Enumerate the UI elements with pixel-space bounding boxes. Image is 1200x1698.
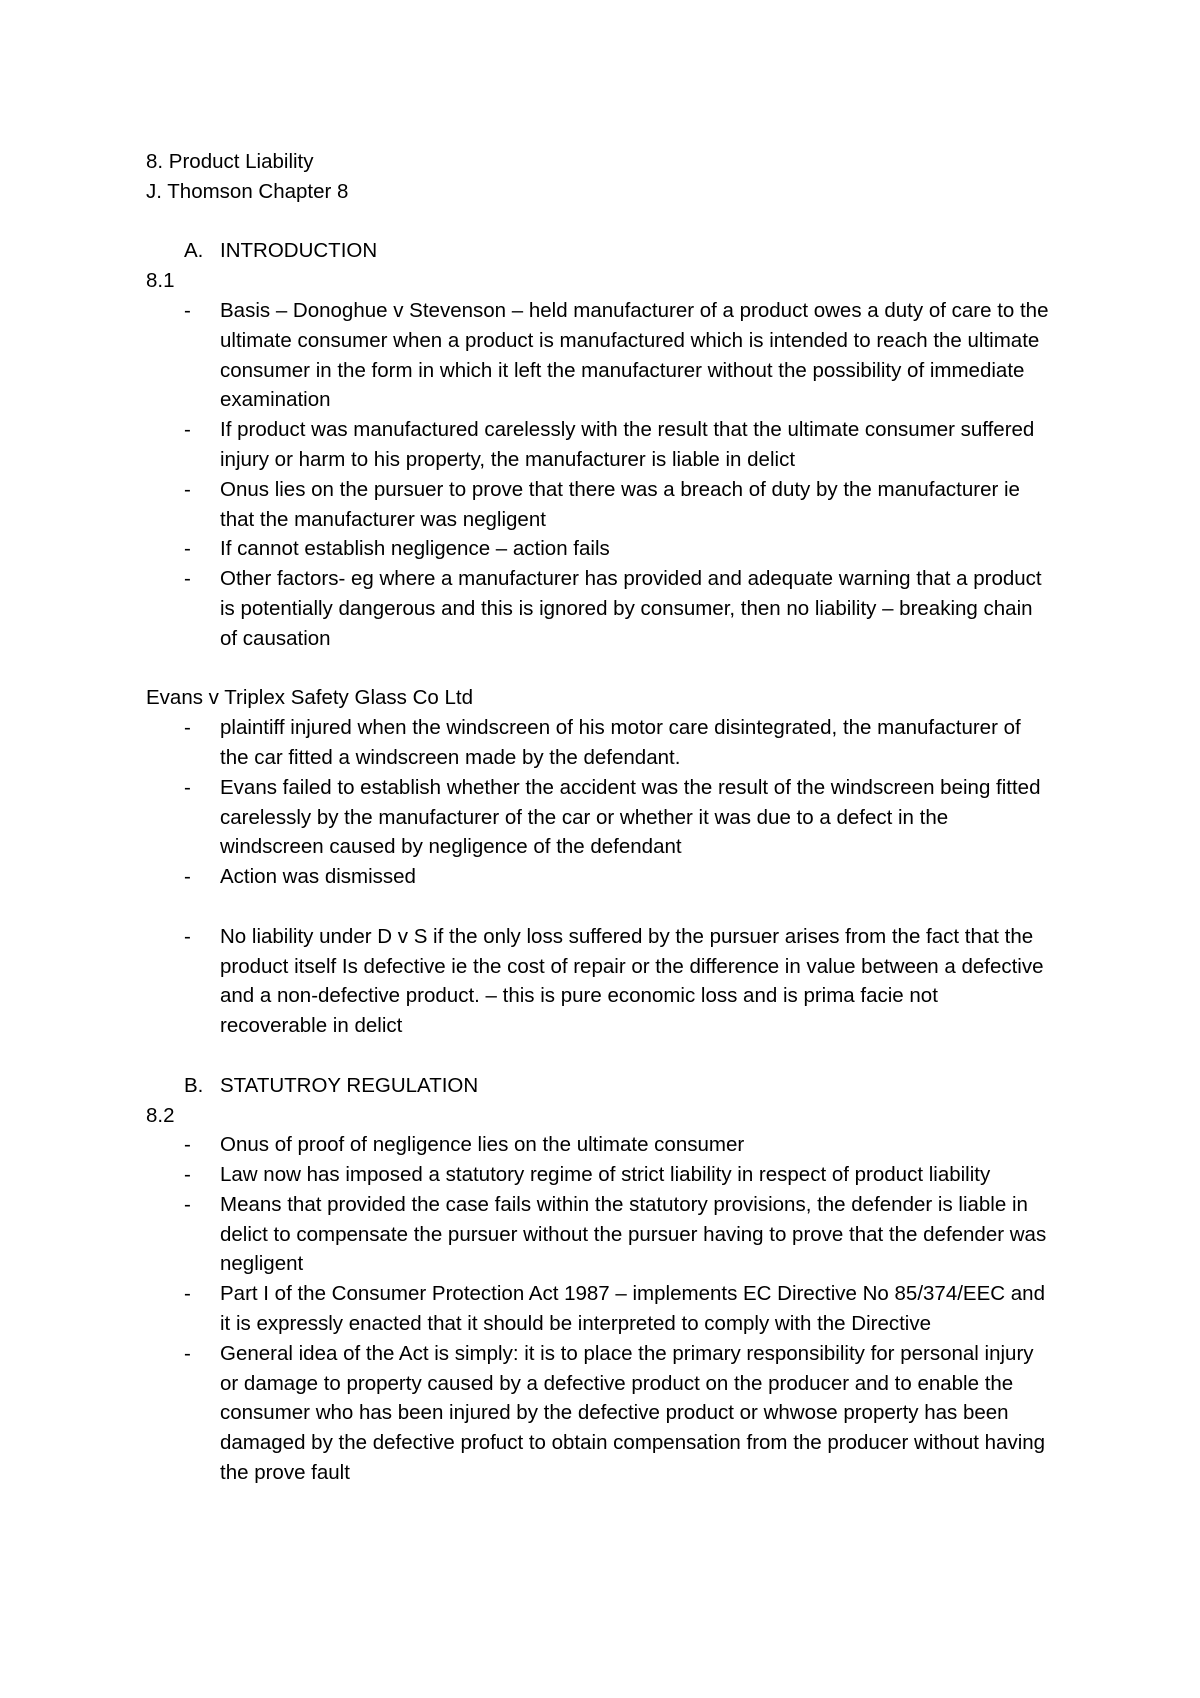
list-item [146, 922, 1050, 1041]
dash-bullet: - [184, 1282, 191, 1306]
dash-bullet: - [184, 775, 191, 799]
bullet-list-statutory [146, 1130, 1050, 1488]
dash-bullet: - [184, 1163, 191, 1187]
dash-bullet: - [184, 1341, 191, 1365]
document-subtitle: J. Thomson Chapter 8 [146, 179, 349, 203]
list-item-text: If product was manufactured carelessly with the result that the ultimate consumer suffered injury or harm to his property, the manufacturer is liable in delict [220, 418, 1035, 471]
list-item [146, 1130, 1050, 1160]
list-item [146, 534, 1050, 564]
list-item [146, 564, 1050, 653]
list-item-text: Onus of proof of negligence lies on the ultimate consumer [220, 1133, 745, 1157]
bullet-list-introduction [146, 296, 1050, 654]
list-item [146, 862, 1050, 892]
dash-bullet: - [184, 537, 191, 561]
dash-bullet: - [184, 477, 191, 501]
spacer [146, 892, 1050, 922]
list-item-text: Action was dismissed [220, 865, 416, 889]
list-item-text: If cannot establish negligence – action fails [220, 537, 610, 561]
list-item-text: Law now has imposed a statutory regime of strict liability in respect of product liability [220, 1163, 991, 1187]
list-item-text: Basis – Donoghue v Stevenson – held manufacturer of a product owes a duty of care to the ultimate consumer when a product is manufactured which is intended to reach the ultimate consumer in the form in which it left the manufacturer without the possibility of immediate examination [220, 298, 1049, 412]
dash-bullet: - [184, 1192, 191, 1216]
dash-bullet: - [184, 924, 191, 948]
list-item [146, 773, 1050, 862]
dash-bullet: - [184, 418, 191, 442]
dash-bullet: - [184, 567, 191, 591]
section-number: 8.2 [146, 1103, 175, 1127]
list-item [146, 475, 1050, 535]
dash-bullet: - [184, 865, 191, 889]
section-number: 8.1 [146, 269, 175, 293]
list-item-text: plaintiff injured when the windscreen of his motor care disintegrated, the manufacturer of the car fitted a windscreen made by the defendant. [220, 716, 1021, 769]
list-item-text: No liability under D v S if the only loss suffered by the pursuer arises from the fact that the product itself Is defective ie the cost of repair or the difference in value between a defective and a non-defective product. – this is pure economic loss and is prima facie not recoverable in delict [220, 924, 1044, 1038]
list-item [146, 1190, 1050, 1279]
bullet-list-economic-loss [146, 922, 1050, 1041]
list-item [146, 296, 1050, 415]
document-title: 8. Product Liability [146, 150, 314, 173]
list-item-text: Other factors- eg where a manufacturer has provided and adequate warning that a product is potentially dangerous and this is ignored by consumer, then no liability – breaking chain of causation [220, 567, 1042, 650]
list-item-text: Part I of the Consumer Protection Act 1987 – implements EC Directive No 85/374/EEC and it is expressly enacted that it should be interpreted to comply with the Directive [220, 1282, 1045, 1336]
dash-bullet: - [184, 298, 191, 322]
dash-bullet: - [184, 716, 191, 740]
list-item-text: Onus lies on the pursuer to prove that there was a breach of duty by the manufacturer ie that the manufacturer was negligent [220, 477, 1020, 531]
list-item-text: Means that provided the case fails within the statutory provisions, the defender is liable in delict to compensate the pursuer without the pursuer having to prove that the defender was negligent [220, 1192, 1047, 1276]
list-item [146, 1339, 1050, 1488]
spacer [146, 207, 1050, 237]
list-item [146, 1160, 1050, 1190]
spacer [146, 654, 1050, 684]
section-heading-text: INTRODUCTION [220, 239, 378, 263]
section-heading-introduction [146, 236, 1050, 266]
list-item [146, 713, 1050, 773]
case-name: Evans v Triplex Safety Glass Co Ltd [146, 686, 473, 710]
bullet-list-case [146, 713, 1050, 892]
list-item-text: Evans failed to establish whether the accident was the result of the windscreen being fitted carelessly by the manufacturer of the car or whether it was due to a defect in the windscreen caused by negligence of the defendant [220, 775, 1041, 859]
section-heading-text: STATUTROY REGULATION [220, 1073, 479, 1097]
list-item-text: General idea of the Act is simply: it is to place the primary responsibility for personal injury or damage to property caused by a defective product on the producer and to enable the consumer who has been injured by the defective product or whwose property has been damaged by the defective profuct to obtain compensation from the producer without having the prove fault [220, 1341, 1046, 1485]
dash-bullet: - [184, 1133, 191, 1157]
list-item [146, 415, 1050, 475]
section-heading-statutory-regulation [146, 1071, 1050, 1101]
list-item [146, 1279, 1050, 1339]
spacer [146, 1041, 1050, 1071]
section-letter: A. [184, 239, 204, 263]
section-letter: B. [184, 1073, 204, 1097]
